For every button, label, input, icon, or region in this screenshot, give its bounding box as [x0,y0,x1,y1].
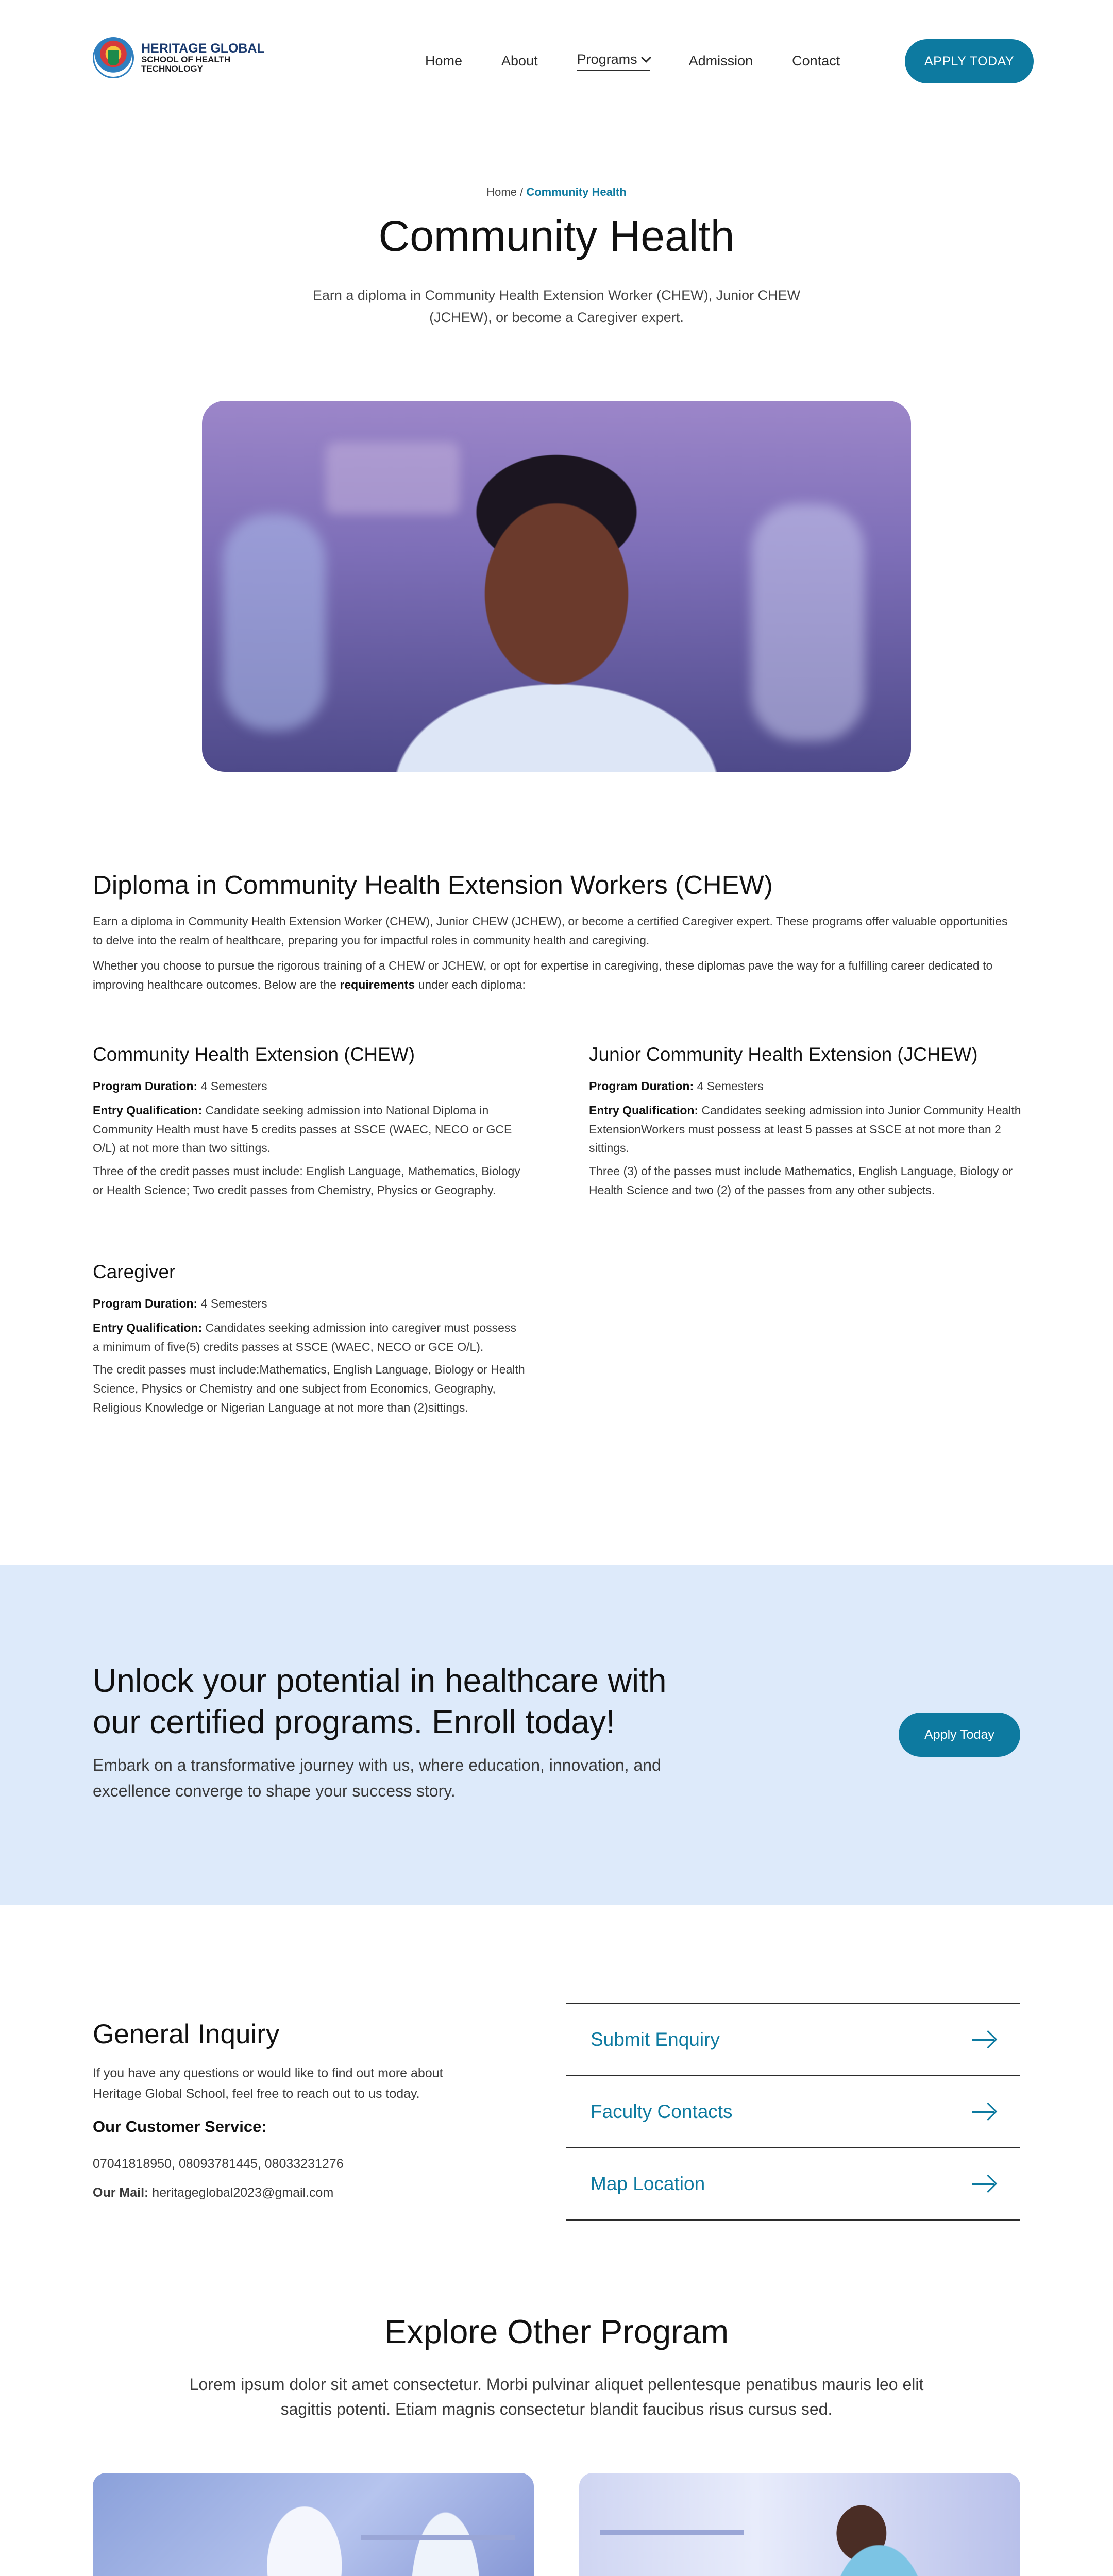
map-location-link[interactable] [566,2147,1020,2219]
logo-line-3: TECHNOLOGY [141,64,203,74]
arrow-right-icon [972,2176,996,2192]
site-logo[interactable] [93,37,265,78]
submit-enquiry-link[interactable] [566,2003,1020,2075]
nav-programs-label: Programs [577,52,637,67]
diploma-requirements-intro [93,956,1020,994]
entry-label: Entry Qualification: [93,1103,203,1117]
breadcrumb [0,185,1113,199]
cta-title: Unlock your potential in healthcare with our certified programs. Enroll today! [93,1662,667,1740]
arrow-right-icon [972,2104,996,2120]
inquiry-title: General Inquiry [93,2019,280,2049]
mail-label: Our Mail: [93,2185,149,2200]
customer-service-phones: 07041818950, 08093781445, 08033231276 [93,2157,344,2171]
breadcrumb-separator: / [516,185,527,198]
nav-home-label: Home [425,53,463,69]
program-caregiver [93,1261,526,1417]
requirements-text-bold: requirements [340,977,415,991]
page-subtitle: Earn a diploma in Community Health Extension Worker (CHEW), Junior CHEW (JCHEW), or become a Caregiver expert. [312,287,801,326]
program-caregiver-extra: The credit passes must include:Mathematics, English Language, Biology or Health Science, Physics or Chemistry and one subject from Economics, Geography, Religious Knowledge or Nigerian Language at not more than (2)sittings. [93,1363,525,1414]
duration-value: 4 Semesters [694,1079,764,1093]
program-caregiver-duration [93,1294,526,1313]
duration-label: Program Duration: [589,1079,694,1093]
breadcrumb-current: Community Health [526,185,627,198]
arrow-right-icon [972,2032,996,2047]
links-divider [566,2219,1020,2221]
logo-line-2: SCHOOL OF HEALTH [141,55,231,65]
program-caregiver-title: Caregiver [93,1261,176,1282]
nav-about-label: About [501,53,538,69]
entry-label: Entry Qualification: [93,1320,203,1334]
program-chew [93,1044,526,1200]
customer-service-mail [93,2182,333,2203]
program-jchew-entry [589,1101,1022,1158]
nav-home[interactable] [425,53,462,69]
duration-value: 4 Semesters [197,1297,267,1310]
faculty-contacts-label: Faculty Contacts [591,2101,733,2122]
main-nav [425,52,840,71]
laboratory-technician-image[interactable] [93,2473,534,2576]
logo-wordmark [141,42,265,74]
nav-about[interactable] [501,53,538,69]
nav-admission-label: Admission [688,53,753,69]
customer-service-title: Our Customer Service: [93,2117,267,2136]
program-chew-title: Community Health Extension (CHEW) [93,1044,415,1065]
nav-programs[interactable] [577,52,650,71]
page-title: Community Health [378,212,735,260]
entry-value: Candidates seeking admission into Junior Community Health ExtensionWorkers must possess at least 5 passes at SSCE at not more than 2 sittings. [589,1103,1021,1155]
program-chew-entry [93,1101,526,1158]
nav-admission[interactable] [689,53,753,69]
cta-apply-button[interactable]: Apply Today [899,1713,1020,1757]
program-caregiver-entry [93,1318,526,1357]
faculty-contacts-link[interactable] [566,2075,1020,2147]
entry-value: Candidate seeking admission into National Diploma in Community Health must have 5 credits passes at SSCE (WAEC, NECO or GCE O/L) at not more than two sittings. [93,1103,512,1155]
pharmacy-technician-image[interactable] [579,2473,1020,2576]
explore-subtitle: Lorem ipsum dolor sit amet consectetur. Morbi pulvinar aliquet pellentesque penatibus mauris leo elit sagittis potenti. Etiam magnis consectetur blandit faucibus risus cursus sed. [189,2375,924,2418]
program-jchew-duration [589,1077,1022,1096]
nav-contact-label: Contact [792,53,840,69]
logo-line-1: HERITAGE GLOBAL [141,41,265,56]
school-crest-icon [93,37,134,78]
nav-contact[interactable] [792,53,840,69]
cta-text: Embark on a transformative journey with us, where education, innovation, and excellence converge to shape your success story. [93,1756,661,1800]
requirements-text-a: Whether you choose to pursue the rigorous training of a CHEW or JCHEW, or opt for expertise in caregiving, these diplomas pave the way for a fulfilling career dedicated to improving healthcare outcomes. Below are the [93,959,993,991]
duration-label: Program Duration: [93,1297,198,1310]
breadcrumb-home[interactable]: Home [486,185,517,198]
duration-label: Program Duration: [93,1079,198,1093]
explore-title: Explore Other Program [384,2313,729,2350]
chevron-down-icon [641,53,651,63]
entry-label: Entry Qualification: [589,1103,699,1117]
requirements-text-b: under each diploma: [415,977,526,991]
inquiry-text: If you have any questions or would like to find out more about Heritage Global School, feel free to reach out to us today. [93,2066,443,2101]
program-chew-extra: Three of the credit passes must include: English Language, Mathematics, Biology or Health Science; Two credit passes from Chemistry, Physics or Geography. [93,1164,520,1197]
program-jchew-title: Junior Community Health Extension (JCHEW) [589,1044,978,1065]
program-jchew-extra: Three (3) of the passes must include Mathematics, English Language, Biology or Health Science and two (2) of the passes from any other subjects. [589,1164,1013,1197]
program-jchew [589,1044,1022,1200]
duration-value: 4 Semesters [197,1079,267,1093]
diploma-intro: Earn a diploma in Community Health Extension Worker (CHEW), Junior CHEW (JCHEW), or become a certified Caregiver expert. These programs offer valuable opportunities to delve into the realm of healthcare, preparing you for impactful roles in community health and caregiving. [93,914,1008,947]
hero-image-health-worker [202,401,911,772]
map-location-label: Map Location [591,2173,705,2194]
submit-enquiry-label: Submit Enquiry [591,2029,720,2050]
entry-value: Candidates seeking admission into caregiver must possess a minimum of five(5) credits passes at SSCE (WAEC, NECO or GCE O/L). [93,1320,516,1353]
apply-today-button[interactable]: APPLY TODAY [905,39,1034,83]
mail-value[interactable]: heritageglobal2023@gmail.com [148,2185,334,2200]
diploma-section-title: Diploma in Community Health Extension Workers (CHEW) [93,870,773,900]
program-chew-duration [93,1077,526,1096]
